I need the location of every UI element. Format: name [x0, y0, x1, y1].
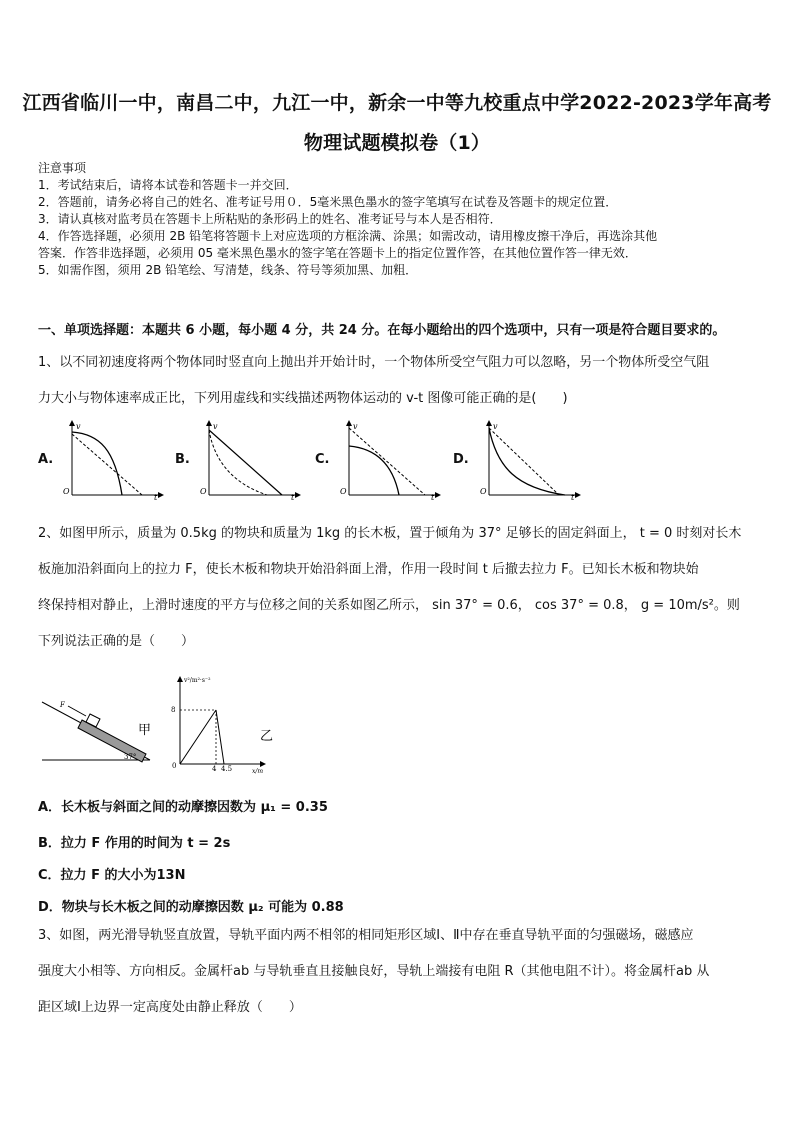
axis-t-label: t	[431, 493, 435, 502]
origin-label: O	[480, 487, 487, 496]
question-1-stem	[38, 345, 760, 417]
q2-option-d: D．物块与长木板之间的动摩擦因数 μ₂ 可能为 0.88	[38, 900, 344, 915]
question-1-line: 力大小与物体速率成正比，下列用虚线和实线描述两物体运动的 v-t 图像可能正确的是( )	[38, 391, 568, 406]
angle-label: 37°	[124, 753, 137, 761]
q1-option-c-label: C.	[315, 452, 330, 467]
question-1-line: 1、以不同初速度将两个物体同时竖直向上抛出并开始计时，一个物体所受空气阻力可以忽略，另一个物体所受空气阻	[38, 355, 710, 370]
origin-label: O	[63, 487, 70, 496]
graph-x-tick-4: 4	[212, 765, 217, 773]
graph-x-tick-4-5: 4.5	[221, 765, 233, 773]
question-2-line: 板施加沿斜面向上的拉力 F，使长木板和物块开始沿斜面上滑，作用一段时间 t 后撤去拉力 F。已知长木板和物块始	[38, 562, 699, 577]
graph-x-axis-label: x/m	[252, 768, 264, 775]
question-2-line: 终保持相对静止，上滑时速度的平方与位移之间的关系如图乙所示， sin 37° = 0.6， cos 37° = 0.8， g = 10m/s²。则	[38, 598, 740, 613]
figure-jia-label: 甲	[138, 723, 152, 738]
graph-origin-label: 0	[172, 762, 177, 770]
exam-title-line2: 物理试题模拟卷（1）	[303, 132, 491, 154]
q2-figure-graph	[168, 672, 288, 776]
q1-graph-b	[197, 420, 307, 502]
notice-item: 2．答题前，请务必将自己的姓名、准考证号用０．5毫米黑色墨水的签字笔填写在试卷及答题卡的规定位置．	[38, 195, 618, 209]
origin-label: O	[340, 487, 347, 496]
figure-yi-label: 乙	[260, 729, 274, 744]
q1-option-b-label: B.	[175, 452, 190, 467]
notice-item: 1．考试结束后，请将本试卷和答题卡一并交回．	[38, 178, 298, 192]
axis-v-label: v	[213, 422, 218, 431]
notice-heading: 注意事项	[38, 161, 87, 175]
exam-title-line1: 江西省临川一中，南昌二中，九江一中，新余一中等九校重点中学2022-2023学年高考	[22, 92, 772, 114]
q1-graph-a	[60, 420, 170, 502]
origin-label: O	[200, 487, 207, 496]
notice-item: 5．如需作图，须用 2B 铅笔绘、写清楚，线条、符号等须加黑、加粗．	[38, 263, 418, 277]
notice-item: 3．请认真核对监考员在答题卡上所粘贴的条形码上的姓名、准考证号与本人是否相符．	[38, 212, 502, 226]
notice-item: 4．作答选择题，必须用 2B 铅笔将答题卡上对应选项的方框涂满、涂黑；如需改动，请用橡皮擦干净后，再选涂其他	[38, 229, 658, 243]
q2-option-c: C．拉力 F 的大小为13N	[38, 868, 186, 883]
q2-figure-incline	[38, 690, 168, 770]
question-3-stem	[38, 918, 760, 1026]
q1-option-d-label: D.	[453, 452, 469, 467]
q1-option-a-label: A.	[38, 452, 54, 467]
question-3-line: 3、如图，两光滑导轨竖直放置，导轨平面内两不相邻的相同矩形区域Ⅰ、Ⅱ中存在垂直导轨平面的匀强磁场，磁感应	[38, 928, 694, 943]
graph-y-axis-label: v²/m²·s⁻²	[184, 677, 211, 684]
axis-v-label: v	[76, 422, 81, 431]
question-2-line: 下列说法正确的是（ ）	[38, 634, 195, 649]
question-2-stem	[38, 516, 760, 660]
axis-v-label: v	[353, 422, 358, 431]
q1-graph-c	[337, 420, 447, 502]
axis-t-label: t	[571, 493, 575, 502]
section-heading: 一、单项选择题：本题共 6 小题，每小题 4 分，共 24 分。在每小题给出的四个选项中，只有一项是符合题目要求的。	[38, 323, 726, 338]
axis-t-label: t	[154, 493, 158, 502]
question-2-line: 2、如图甲所示，质量为 0.5kg 的物块和质量为 1kg 的长木板，置于倾角为 37° 足够长的固定斜面上， t = 0 时刻对长木	[38, 526, 742, 541]
graph-y-tick: 8	[171, 706, 176, 714]
force-label: F	[60, 701, 65, 709]
q1-graph-d	[477, 420, 587, 502]
question-3-line: 强度大小相等、方向相反。金属杆ab 与导轨垂直且接触良好，导轨上端接有电阻 R（其他电阻不计）。将金属杆ab 从	[38, 964, 710, 979]
q2-option-b: B．拉力 F 作用的时间为 t = 2s	[38, 836, 231, 851]
q2-option-a: A．长木板与斜面之间的动摩擦因数为 μ₁ = 0.35	[38, 800, 328, 815]
notice-item: 答案．作答非选择题，必须用 05 毫米黑色墨水的签字笔在答题卡上的指定位置作答，在其他位置作答一律无效．	[38, 246, 637, 260]
question-3-line: 距区域Ⅰ上边界一定高度处由静止释放（ ）	[38, 1000, 302, 1015]
axis-v-label: v	[493, 422, 498, 431]
notice-block	[38, 160, 758, 279]
axis-t-label: t	[291, 493, 295, 502]
